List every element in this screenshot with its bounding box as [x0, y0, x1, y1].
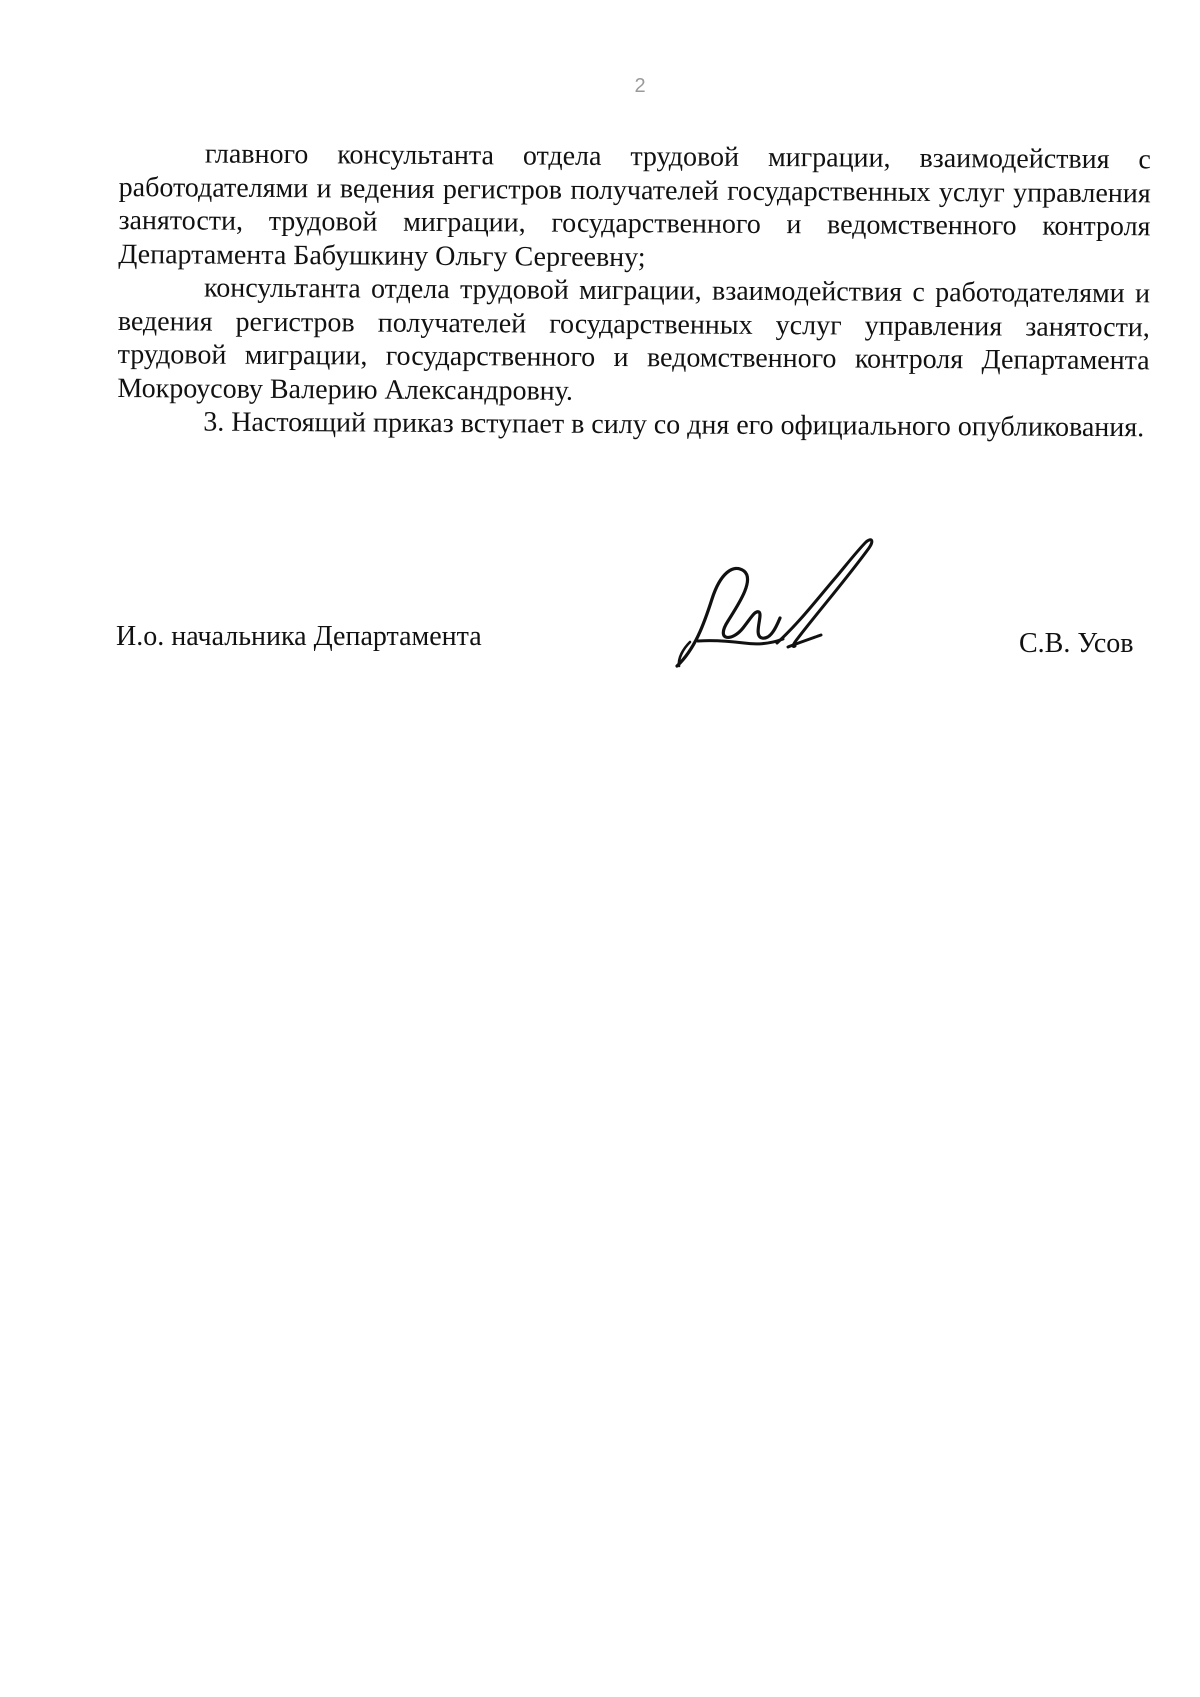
- paragraph-chief-consultant: главного консультанта отдела трудовой миграции, взаимодействия с работодателями и ведения регистров получателей государственных услуг управления занятости, трудовой миграции, государственного и ведомственного контроля Департамента Бабушкину Ольгу Сергеевну;: [118, 138, 1151, 273]
- page-number: 2: [634, 75, 646, 97]
- document-body: [117, 137, 1151, 445]
- signer-position-title: И.о. начальника Департамента: [116, 621, 482, 652]
- signer-name: С.В. Усов: [1019, 628, 1134, 659]
- paragraph-effective-date: 3. Настоящий приказ вступает в силу со дня его официального опубликования.: [203, 406, 1145, 444]
- paragraph-consultant: консультанта отдела трудовой миграции, взаимодействия с работодателями и ведения регистров получателей государственных услуг управления занятости, трудовой миграции, государственного и ведомственного контроля Департамента Мокроусову Валерию Александровну.: [117, 272, 1151, 407]
- handwritten-signature: [667, 532, 897, 682]
